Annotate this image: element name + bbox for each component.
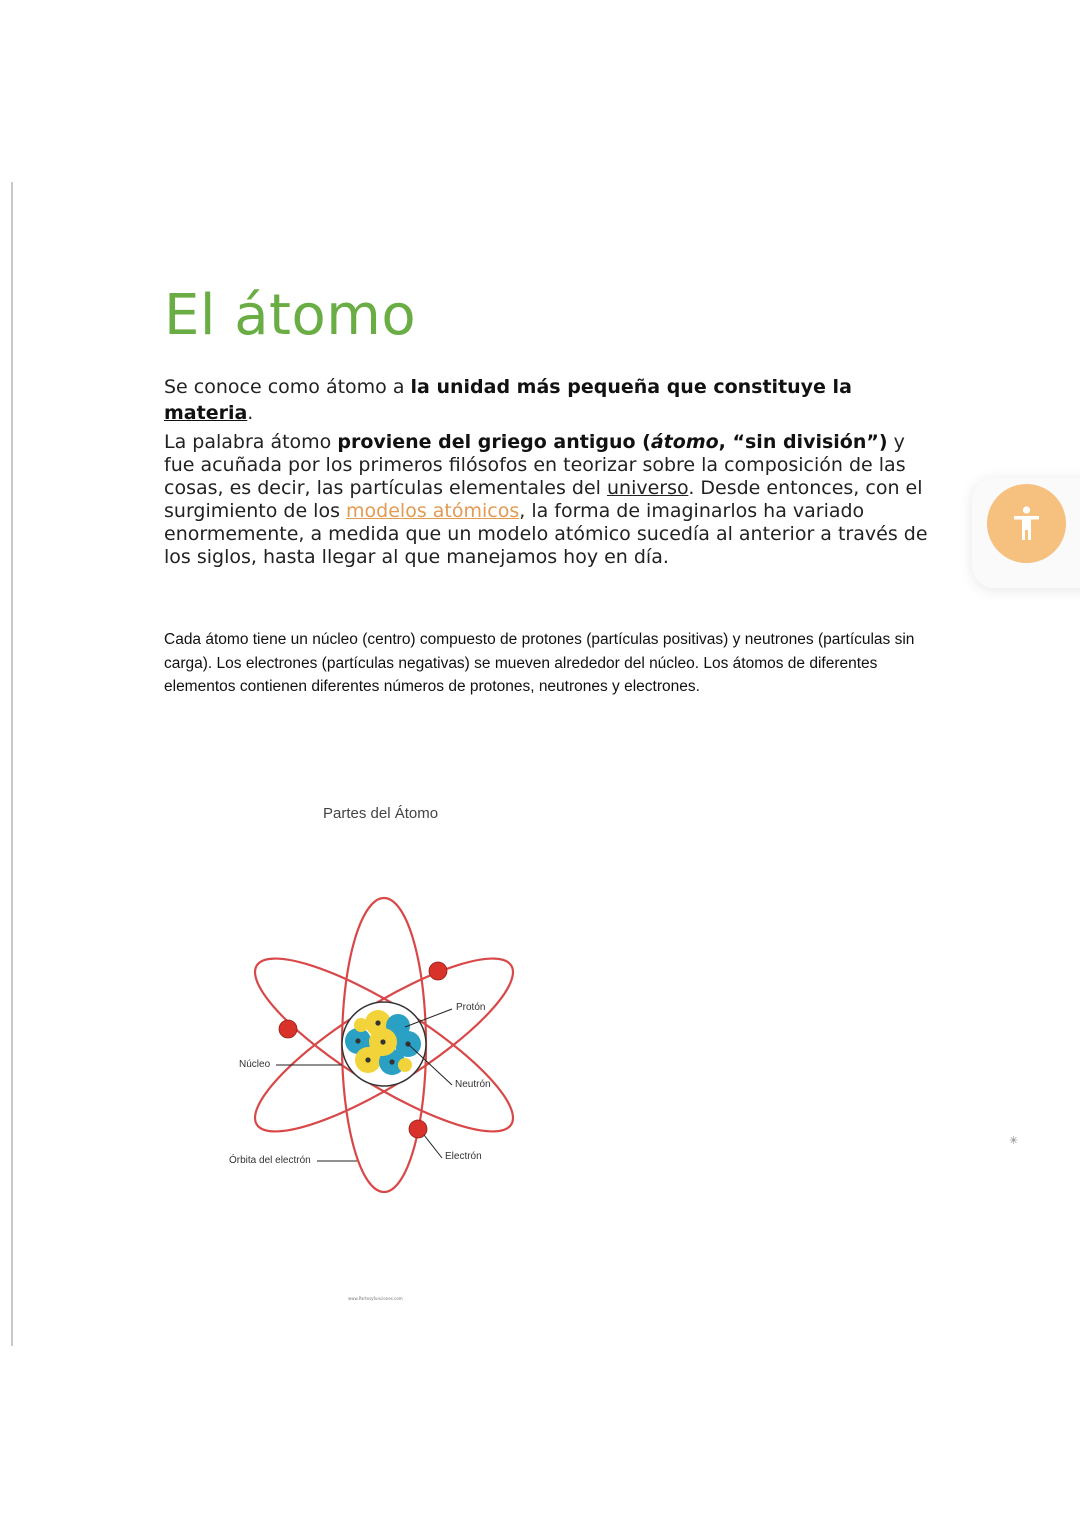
accessibility-button[interactable]	[987, 484, 1066, 563]
universo-link[interactable]: universo	[607, 477, 689, 499]
etymology-bold: proviene del griego antiguo (átomo, “sin división”)	[337, 431, 888, 453]
figure-credit: www.Partesyfunciones.com	[348, 1296, 403, 1301]
page-title: El átomo	[164, 283, 417, 348]
accessibility-person-icon	[987, 484, 1066, 563]
neutron-label: Neutrón	[455, 1079, 491, 1090]
etymology-text-2: y fue acuñada por los primeros filósofos en teorizar sobre la composición de las cosas, es decir, las partículas elementales del	[164, 431, 906, 499]
structure-paragraph: Cada átomo tiene un núcleo (centro) compuesto de protones (partículas positivas) y neutrones (partículas sin carga). Los electrones (partículas negativas) se mueven alrededor del núcleo. Los átomos de diferentes elementos contienen diferentes números de protones, neutrones y electrones.	[164, 631, 915, 695]
intro-paragraph	[164, 374, 934, 426]
page-left-edge	[11, 182, 13, 1346]
electron-dot	[429, 962, 447, 980]
etymology-paragraph	[164, 431, 934, 569]
etymology-italic: átomo	[650, 431, 719, 453]
intro-bold: la unidad más pequeña que constituye la	[410, 376, 852, 398]
proton-particle	[398, 1058, 412, 1072]
electron-label: Electrón	[445, 1151, 482, 1162]
orbit-label: Órbita del electrón	[229, 1155, 311, 1166]
atom-diagram	[200, 780, 560, 1320]
etymology-text-1: La palabra átomo	[164, 431, 338, 453]
figure-title: Partes del Átomo	[323, 805, 439, 822]
sparkle-icon: ✳	[1009, 1134, 1019, 1147]
proton-particle	[354, 1018, 368, 1032]
intro-end: .	[247, 402, 254, 424]
materia-link[interactable]: materia	[164, 402, 248, 424]
proton-label: Protón	[456, 1002, 486, 1013]
intro-lead: Se conoce como átomo a	[164, 376, 411, 398]
modelos-atomicos-link[interactable]: modelos atómicos	[346, 500, 520, 522]
etymology-text-4: , la forma de imaginarlos ha variado enormemente, a medida que un modelo atómico sucedía al anterior a través de los siglos, hasta llegar al que manejamos hoy en día.	[164, 500, 928, 568]
etymology-text-3: . Desde entonces, con el surgimiento de los	[164, 477, 923, 522]
nucleus-label: Núcleo	[239, 1059, 271, 1070]
electron-dot	[279, 1020, 297, 1038]
